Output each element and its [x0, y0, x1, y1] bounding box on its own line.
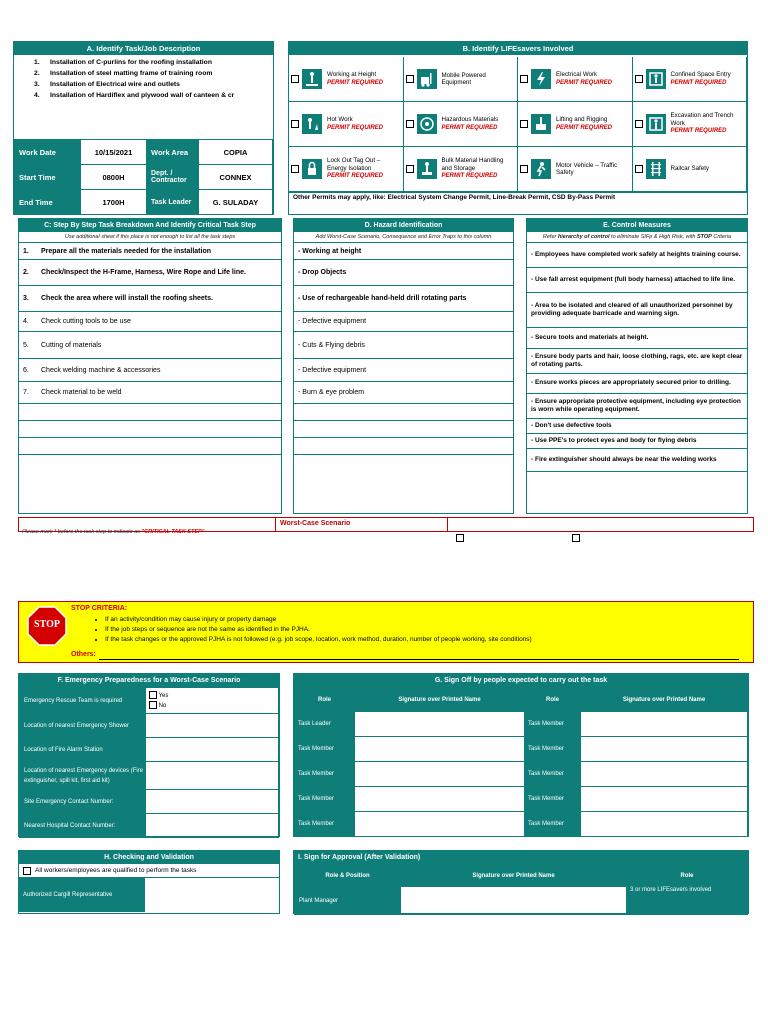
stop-item: • If the job steps or sequence are not the same as identified in the PJHA. — [105, 625, 532, 635]
f-row-label: Emergency Rescue Team is required — [20, 688, 146, 714]
control-text: - Area to be isolated and cleared of all unauthorized personnel by providing adequate barricade and warning sign. — [531, 301, 733, 317]
control-row — [527, 243, 747, 268]
railcar-icon — [645, 158, 667, 180]
bulk-material-icon — [416, 158, 438, 180]
lifesaver-label: Lifting and Rigging — [556, 116, 608, 123]
section-f-title: F. Emergency Preparedness for a Worst-Case Scenario — [19, 674, 279, 687]
lifesaver-label: Lock Out Tag Out – Energy Isolation — [327, 157, 381, 172]
hazard-row — [294, 243, 513, 260]
signoff-role: Task Member — [525, 712, 581, 737]
signoff-signature[interactable] — [355, 787, 525, 812]
step-num: 2. — [23, 269, 29, 276]
col-role-position: Role & Position — [295, 865, 401, 887]
section-g — [293, 673, 749, 837]
f-row-label: Location of Fire Alarm Station — [20, 738, 146, 762]
lifesaver-text — [325, 157, 401, 181]
leader-value: G. SULADAY — [199, 190, 273, 215]
lifesaver-label: Working at Height — [327, 71, 377, 78]
rep-label: Authorized Cargill Representative — [19, 878, 145, 912]
lifesaver-label: Hot Work — [327, 116, 353, 123]
hazard-row — [294, 286, 513, 312]
step-text: Check material to be weld — [41, 389, 122, 396]
task-item: 2. Installation of steel matting frame of training room — [34, 70, 213, 77]
col-signature: Signature over Printed Name — [401, 865, 627, 887]
step-num: 1. — [23, 247, 29, 255]
lifesaver-label: Confined Space Entry — [670, 71, 731, 78]
signoff-signature[interactable] — [355, 762, 525, 787]
lifesaver-checkbox[interactable] — [291, 120, 299, 128]
signoff-role: Task Member — [295, 812, 355, 837]
stop-criteria — [18, 601, 754, 663]
signoff-row — [295, 737, 748, 762]
f-row-value[interactable] — [146, 714, 279, 738]
f-row-label: Location of nearest Emergency Shower — [20, 714, 146, 738]
lifesaver-text — [669, 71, 745, 87]
control-row — [527, 328, 747, 349]
task-item: 3. Installation of Electrical wire and outlets — [34, 81, 180, 88]
lifesaver-cell — [404, 57, 519, 102]
control-row — [527, 374, 747, 394]
control-row — [527, 449, 747, 472]
control-text: - Employees have completed work safely at heights training course. — [531, 250, 741, 258]
lifesaver-checkbox[interactable] — [520, 75, 528, 83]
col-signature: Signature over Printed Name — [581, 688, 748, 712]
lifesaver-checkbox[interactable] — [520, 120, 528, 128]
qualification-check — [19, 864, 279, 878]
signoff-role: Task Member — [525, 787, 581, 812]
lifesaver-text — [554, 116, 630, 132]
section-d-subtitle: Add Worst-Case Scenario, Consequence and Error Traps to this column — [294, 232, 513, 243]
control-text: - Don't use defective tools — [531, 421, 612, 429]
task-item: 4. Installation of Hardiflex and plywood wall of canteen & cr — [34, 92, 235, 99]
approval-signature[interactable] — [401, 887, 627, 915]
signoff-signature[interactable] — [355, 812, 525, 837]
lockout-icon — [301, 158, 323, 180]
lifesaver-cell — [633, 57, 748, 102]
lifesaver-checkbox[interactable] — [291, 75, 299, 83]
hazard-row — [294, 404, 513, 421]
stop-sign-text: STOP — [34, 619, 60, 630]
step-num: 6. — [23, 366, 29, 374]
task-step-row — [19, 243, 281, 260]
lifesaver-checkbox[interactable] — [520, 165, 528, 173]
permit-required: PERMIT REQUIRED — [441, 124, 498, 131]
worst-case-blank-right — [448, 518, 753, 531]
f-row-label: Site Emergency Contact Number: — [20, 790, 146, 814]
start-time-label: Start Time — [15, 165, 81, 190]
section-c-subtitle: Use additional sheet if this place is not enough to list all the task steps — [19, 232, 281, 243]
signoff-role: Task Member — [525, 812, 581, 837]
leader-label: Task Leader — [147, 190, 199, 215]
section-e-subtitle: Refer hierarchy of control to eliminate SIFp & High Risk, with STOP Criteria — [527, 232, 747, 243]
working-at-height-icon — [301, 68, 323, 90]
critical-step-note: Please mark * before the task step to indicate as "CRITICAL TASK STEP" — [22, 529, 205, 535]
rep-signature[interactable] — [145, 878, 279, 912]
section-h-title: H. Checking and Validation — [19, 851, 279, 864]
yes-label: Yes — [158, 692, 169, 699]
lifesaver-cell — [518, 102, 633, 147]
end-time-label: End Time — [15, 190, 81, 215]
work-area-label: Work Area — [147, 140, 199, 165]
control-text: - Secure tools and materials at height. — [531, 333, 649, 341]
hazard-row — [294, 312, 513, 332]
lifesaver-text — [554, 162, 630, 177]
col-role: Role — [295, 688, 355, 712]
stop-sign-icon — [27, 606, 67, 646]
lifesaver-label: Motor Vehicle – Traffic Safety — [556, 161, 618, 176]
task-item: 1. Installation of C-purlins for the roofing installation — [34, 59, 212, 66]
section-a-title: A. Identify Task/Job Description — [14, 42, 273, 55]
hazardous-materials-icon — [416, 113, 438, 135]
signoff-signature[interactable] — [581, 812, 748, 837]
dept-value: CONNEX — [199, 165, 273, 190]
task-step-row — [19, 382, 281, 404]
control-text: - Ensure works pieces are appropriately secured prior to drilling. — [531, 379, 731, 387]
lifesaver-cell — [289, 57, 404, 102]
controls-list — [527, 243, 747, 472]
permit-required: PERMIT REQUIRED — [556, 124, 613, 131]
col-signature: Signature over Printed Name — [355, 688, 525, 712]
task-step-row — [19, 359, 281, 382]
signoff-row — [295, 712, 748, 737]
signoff-signature[interactable] — [581, 762, 748, 787]
hazard-text: - Drop Objects — [298, 269, 347, 276]
step-num: 7. — [23, 389, 29, 396]
hazard-row — [294, 359, 513, 382]
control-row — [527, 268, 747, 293]
section-i-title: I. Sign for Approval (After Validation) — [294, 851, 748, 864]
hazard-row — [294, 438, 513, 455]
section-d — [293, 218, 514, 514]
lifesaver-cell — [633, 147, 748, 192]
lifesaver-checkbox[interactable] — [635, 75, 643, 83]
stop-list — [105, 615, 532, 645]
lifesaver-checkbox[interactable] — [406, 165, 414, 173]
signoff-row — [295, 762, 748, 787]
lifesaver-label: Mobile Powered Equipment — [441, 71, 486, 86]
qualified-checkbox[interactable] — [23, 867, 31, 875]
signoff-role: Task Member — [295, 737, 355, 762]
control-text: - Use PPE's to protect eyes and body for flying debris — [531, 436, 697, 444]
task-step-row — [19, 312, 281, 332]
signoff-row — [295, 787, 748, 812]
control-text: - Use fall arrest equipment (full body harness) attached to life line. — [531, 275, 736, 283]
step-text: Check the area where will install the roofing sheets. — [41, 295, 213, 302]
control-row — [527, 434, 747, 449]
lifesaver-cell — [404, 147, 519, 192]
others-line[interactable] — [99, 659, 739, 660]
stop-item: • If the task changes or the approved PJHA is not followed (e.g. job scope, location, work method, duration, number of people working, site conditions) — [105, 635, 532, 645]
lifesaver-checkbox[interactable] — [635, 120, 643, 128]
lifesaver-checkbox[interactable] — [291, 165, 299, 173]
lifesaver-checkbox[interactable] — [635, 165, 643, 173]
f-row-label: Nearest Hospital Contact Number: — [20, 814, 146, 838]
section-g-title: G. Sign Off by people expected to carry out the task — [294, 674, 748, 687]
signoff-signature[interactable] — [355, 712, 525, 737]
section-h — [18, 850, 280, 914]
end-time-value: 1700H — [81, 190, 147, 215]
lifesaver-label: Hazardous Materials — [441, 116, 499, 123]
hazards-list — [294, 243, 513, 455]
signoff-signature[interactable] — [581, 712, 748, 737]
control-row — [527, 293, 747, 328]
lifesaver-cell — [289, 147, 404, 192]
section-b — [288, 41, 748, 215]
signoff-role: Task Member — [295, 762, 355, 787]
hazard-row — [294, 421, 513, 438]
signoff-signature[interactable] — [581, 787, 748, 812]
signoff-role: Task Member — [525, 762, 581, 787]
permit-required: PERMIT REQUIRED — [327, 124, 384, 131]
lifesaver-label: Railcar Safety — [670, 165, 710, 173]
signoff-signature[interactable] — [581, 737, 748, 762]
control-text: - Ensure appropriate protective equipment, including eye protection is worn while operating equipment. — [531, 397, 741, 413]
section-d-title: D. Hazard Identification — [294, 219, 513, 232]
permit-required: PERMIT REQUIRED — [327, 173, 384, 180]
lifesaver-cell — [518, 147, 633, 192]
task-step-row — [19, 260, 281, 286]
lifesaver-label: Electrical Work — [556, 71, 598, 78]
permit-required: PERMIT REQUIRED — [556, 79, 613, 86]
step-num: 5. — [23, 341, 29, 349]
lifesavers-count-label: 3 or more LIFEsavers involved — [627, 887, 748, 915]
electrical-icon — [530, 68, 552, 90]
confined-space-icon — [645, 68, 667, 90]
lifesaver-text — [325, 116, 401, 132]
signoff-role: Task Member — [525, 737, 581, 762]
hazard-text: - Defective equipment — [298, 366, 367, 374]
control-row — [527, 349, 747, 374]
hazard-row — [294, 260, 513, 286]
other-permits: Other Permits may apply, like: Electrical System Change Permit, Line-Break Permit, CSD By-Pass Permit — [289, 192, 747, 202]
lifesaver-text — [554, 71, 630, 87]
step-text: Check welding machine & accessories — [41, 366, 161, 374]
task-step-row — [19, 286, 281, 312]
excavation-icon — [645, 113, 667, 135]
signoff-role: Task Member — [295, 787, 355, 812]
f-row-value[interactable] — [146, 762, 279, 790]
permit-required: PERMIT REQUIRED — [327, 79, 384, 86]
task-step-row — [19, 332, 281, 359]
lifesaver-text — [325, 71, 401, 87]
col-role: Role — [525, 688, 581, 712]
signoff-role: Task Leader — [295, 712, 355, 737]
hazard-text: - Working at height — [298, 247, 362, 255]
hazard-text: - Burn & eye problem — [298, 389, 365, 396]
dept-label: Dept. / Contractor — [147, 165, 199, 190]
hazard-text: - Cuts & Flying debris — [298, 341, 365, 349]
control-row — [527, 419, 747, 434]
section-f — [18, 673, 280, 837]
lifesaver-cell — [633, 102, 748, 147]
stop-item: • If an activity/condition may cause injury or property damage — [105, 615, 532, 625]
lifesaver-checkbox[interactable] — [406, 75, 414, 83]
step-num: 4. — [23, 318, 29, 325]
hazard-text: - Defective equipment — [298, 318, 367, 325]
others-label: Others: — [71, 651, 96, 658]
f-row-value[interactable] — [146, 790, 279, 814]
hazard-text: - Use of rechargeable hand-held drill rotating parts — [298, 295, 467, 302]
lifesaver-label: Bulk Material Handling and Storage — [441, 157, 504, 172]
task-step-row — [19, 404, 281, 421]
section-a — [13, 41, 274, 215]
hazard-row — [294, 382, 513, 404]
f-row-value[interactable] — [146, 738, 279, 762]
hazard-row — [294, 332, 513, 359]
f-row-value[interactable] — [146, 814, 279, 838]
step-text: Cutting of materials — [41, 341, 102, 349]
permit-required: PERMIT REQUIRED — [441, 173, 498, 180]
steps-list — [19, 243, 281, 455]
control-text: - Fire extinguisher should always be near the welding works — [531, 455, 717, 463]
motor-vehicle-icon — [530, 158, 552, 180]
no-label: No — [158, 702, 167, 709]
forklift-icon — [416, 68, 438, 90]
f-row-label: Location of nearest Emergency devices (Fire extinguisher, spill kit, first aid kit) — [20, 762, 146, 790]
signoff-row — [295, 812, 748, 837]
step-text: Check/Inspect the H-Frame, Harness, Wire Rope and Life line. — [41, 269, 246, 276]
permit-required: PERMIT REQUIRED — [670, 79, 727, 86]
hot-work-icon — [301, 113, 323, 135]
work-date-value: 10/15/2021 — [81, 140, 147, 165]
work-area-value: COPIA — [199, 140, 273, 165]
task-step-row — [19, 421, 281, 438]
lifesaver-label: Excavation and Trench Work — [670, 112, 734, 127]
checkbox[interactable] — [572, 534, 580, 542]
section-e — [526, 218, 748, 514]
section-c-title: C: Step By Step Task Breakdown And Identify Critical Task Step — [19, 219, 281, 232]
control-row — [527, 394, 747, 419]
lifesaver-cell — [289, 102, 404, 147]
section-e-title: E. Control Measures — [527, 219, 747, 232]
qualified-label: All workers/employees are qualified to perform the tasks — [35, 867, 197, 874]
lifesaver-text — [440, 157, 516, 181]
step-num: 3. — [23, 295, 29, 302]
signoff-table — [294, 687, 748, 837]
work-date-label: Work Date — [15, 140, 81, 165]
section-i — [293, 850, 749, 914]
step-text: Check cutting tools to be use — [41, 318, 131, 325]
task-list — [14, 55, 273, 139]
lifesaver-cell — [518, 57, 633, 102]
lifesaver-text — [669, 112, 745, 136]
rescue-team-options — [146, 688, 279, 714]
lifesaver-text — [669, 165, 745, 173]
section-b-title: B. Identify LIFEsavers Involved — [289, 42, 747, 55]
approval-table — [294, 864, 748, 915]
worst-case-label: Worst-Case Scenario — [276, 518, 448, 531]
start-time-value: 0800H — [81, 165, 147, 190]
checkbox[interactable] — [456, 534, 464, 542]
permit-required: PERMIT REQUIRED — [670, 128, 727, 135]
col-role: Role — [627, 865, 748, 887]
yes-checkbox[interactable] — [149, 691, 157, 699]
lifesaver-text — [440, 72, 516, 87]
emergency-table — [19, 687, 279, 838]
stop-title: STOP CRITERIA: — [71, 605, 128, 612]
control-text: - Ensure body parts and hair, loose clothing, rags, etc. are kept clear of rotating parts. — [531, 352, 743, 368]
step-text: Prepare all the materials needed for the installation — [41, 247, 211, 255]
lifesaver-checkbox[interactable] — [406, 120, 414, 128]
lifesaver-cell — [404, 102, 519, 147]
plant-manager-label: Plant Manager — [295, 887, 401, 915]
task-step-row — [19, 438, 281, 455]
lifting-icon — [530, 113, 552, 135]
section-c — [18, 218, 282, 514]
lifesavers-grid — [289, 57, 747, 192]
work-info-table — [14, 139, 273, 215]
signoff-signature[interactable] — [355, 737, 525, 762]
no-checkbox[interactable] — [149, 701, 157, 709]
lifesaver-text — [440, 116, 516, 132]
